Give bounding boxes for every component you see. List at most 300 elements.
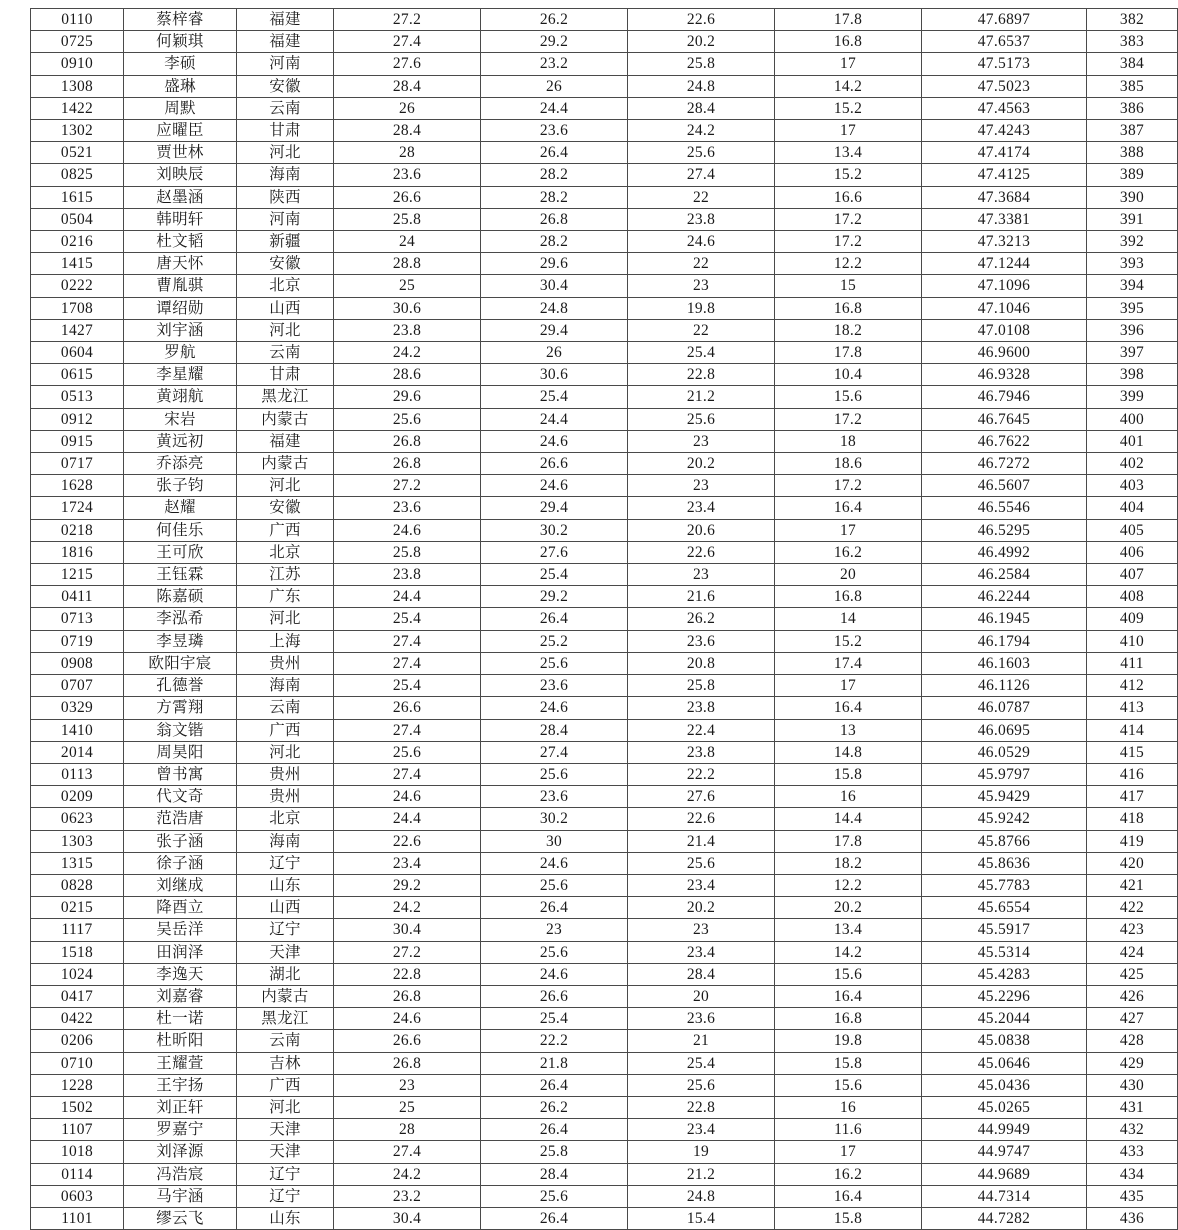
cell-province: 湖北 (237, 963, 334, 985)
table-row (31, 874, 1178, 896)
cell-score4: 14.8 (775, 741, 922, 763)
cell-score1: 27.2 (334, 9, 481, 31)
cell-score1: 24 (334, 231, 481, 253)
cell-name: 赵墨涵 (124, 186, 237, 208)
cell-name: 李泓希 (124, 608, 237, 630)
cell-name: 应曜臣 (124, 120, 237, 142)
cell-id: 1415 (31, 253, 124, 275)
cell-score4: 15.6 (775, 1074, 922, 1096)
cell-score1: 26 (334, 97, 481, 119)
cell-score4: 13.4 (775, 142, 922, 164)
cell-name: 曹胤骐 (124, 275, 237, 297)
cell-id: 0222 (31, 275, 124, 297)
cell-total: 45.9429 (922, 786, 1087, 808)
cell-score1: 29.6 (334, 386, 481, 408)
cell-score3: 22 (628, 186, 775, 208)
cell-score1: 27.2 (334, 941, 481, 963)
cell-province: 广西 (237, 719, 334, 741)
cell-score2: 27.4 (481, 741, 628, 763)
cell-score2: 22.2 (481, 1030, 628, 1052)
cell-id: 1117 (31, 919, 124, 941)
cell-rank: 427 (1087, 1008, 1178, 1030)
cell-name: 李逸天 (124, 963, 237, 985)
cell-province: 安徽 (237, 497, 334, 519)
cell-rank: 421 (1087, 874, 1178, 896)
cell-score1: 27.4 (334, 652, 481, 674)
cell-rank: 407 (1087, 564, 1178, 586)
cell-province: 海南 (237, 164, 334, 186)
cell-score2: 25.6 (481, 652, 628, 674)
cell-score3: 26.2 (628, 608, 775, 630)
cell-score1: 23.4 (334, 852, 481, 874)
results-table-body (31, 9, 1178, 1230)
cell-score2: 28.2 (481, 186, 628, 208)
cell-name: 黄翊航 (124, 386, 237, 408)
cell-total: 47.3213 (922, 231, 1087, 253)
cell-province: 辽宁 (237, 1185, 334, 1207)
cell-score4: 15.2 (775, 630, 922, 652)
cell-province: 内蒙古 (237, 408, 334, 430)
table-row (31, 608, 1178, 630)
cell-score2: 23.2 (481, 53, 628, 75)
cell-score4: 17.8 (775, 9, 922, 31)
cell-total: 44.7314 (922, 1185, 1087, 1207)
cell-score1: 24.6 (334, 786, 481, 808)
cell-total: 45.6554 (922, 897, 1087, 919)
cell-province: 天津 (237, 1119, 334, 1141)
cell-id: 0710 (31, 1052, 124, 1074)
cell-name: 刘泽源 (124, 1141, 237, 1163)
table-row (31, 75, 1178, 97)
cell-id: 0216 (31, 231, 124, 253)
cell-name: 盛琳 (124, 75, 237, 97)
cell-rank: 393 (1087, 253, 1178, 275)
cell-score4: 12.2 (775, 253, 922, 275)
cell-name: 李昱璘 (124, 630, 237, 652)
cell-name: 缪云飞 (124, 1207, 237, 1229)
cell-score1: 23 (334, 1074, 481, 1096)
cell-score3: 23 (628, 430, 775, 452)
cell-id: 1422 (31, 97, 124, 119)
cell-score4: 17 (775, 519, 922, 541)
cell-province: 黑龙江 (237, 1008, 334, 1030)
cell-province: 福建 (237, 9, 334, 31)
cell-name: 何颖琪 (124, 31, 237, 53)
cell-id: 1308 (31, 75, 124, 97)
cell-name: 张子涵 (124, 830, 237, 852)
cell-name: 曾书寓 (124, 763, 237, 785)
cell-score3: 19 (628, 1141, 775, 1163)
cell-province: 山东 (237, 874, 334, 896)
cell-score1: 25.6 (334, 408, 481, 430)
cell-score2: 24.4 (481, 97, 628, 119)
table-row (31, 719, 1178, 741)
cell-rank: 414 (1087, 719, 1178, 741)
cell-total: 47.0108 (922, 319, 1087, 341)
cell-name: 方霄翔 (124, 697, 237, 719)
cell-province: 安徽 (237, 75, 334, 97)
cell-score1: 22.6 (334, 830, 481, 852)
cell-score3: 20.6 (628, 519, 775, 541)
cell-id: 1410 (31, 719, 124, 741)
cell-total: 45.9797 (922, 763, 1087, 785)
cell-total: 46.9600 (922, 342, 1087, 364)
cell-score1: 29.2 (334, 874, 481, 896)
cell-score3: 23 (628, 564, 775, 586)
cell-rank: 389 (1087, 164, 1178, 186)
cell-total: 46.0787 (922, 697, 1087, 719)
cell-score4: 10.4 (775, 364, 922, 386)
cell-total: 44.9747 (922, 1141, 1087, 1163)
cell-id: 1303 (31, 830, 124, 852)
table-row (31, 297, 1178, 319)
cell-score1: 30.6 (334, 297, 481, 319)
cell-score3: 24.6 (628, 231, 775, 253)
cell-score3: 25.6 (628, 142, 775, 164)
cell-score4: 17.2 (775, 208, 922, 230)
cell-score4: 13 (775, 719, 922, 741)
cell-score2: 27.6 (481, 541, 628, 563)
cell-score1: 24.4 (334, 808, 481, 830)
table-row (31, 1119, 1178, 1141)
cell-id: 0707 (31, 675, 124, 697)
cell-score4: 17.2 (775, 475, 922, 497)
cell-score4: 15.6 (775, 386, 922, 408)
table-row (31, 652, 1178, 674)
cell-score3: 21.4 (628, 830, 775, 852)
cell-score4: 15.2 (775, 164, 922, 186)
cell-total: 44.9689 (922, 1163, 1087, 1185)
cell-score2: 23.6 (481, 786, 628, 808)
table-row (31, 985, 1178, 1007)
cell-name: 孔德誉 (124, 675, 237, 697)
cell-score2: 24.6 (481, 475, 628, 497)
cell-score1: 26.6 (334, 697, 481, 719)
cell-province: 河北 (237, 1096, 334, 1118)
cell-id: 0411 (31, 586, 124, 608)
cell-rank: 420 (1087, 852, 1178, 874)
cell-name: 宋岩 (124, 408, 237, 430)
cell-total: 45.5314 (922, 941, 1087, 963)
cell-rank: 432 (1087, 1119, 1178, 1141)
cell-total: 46.2244 (922, 586, 1087, 608)
cell-id: 0504 (31, 208, 124, 230)
cell-id: 0513 (31, 386, 124, 408)
cell-rank: 406 (1087, 541, 1178, 563)
cell-score4: 16.4 (775, 985, 922, 1007)
table-row (31, 9, 1178, 31)
cell-score3: 21.2 (628, 1163, 775, 1185)
cell-score4: 17.4 (775, 652, 922, 674)
cell-score3: 27.4 (628, 164, 775, 186)
cell-score4: 18.6 (775, 453, 922, 475)
cell-total: 46.7272 (922, 453, 1087, 475)
cell-province: 黑龙江 (237, 386, 334, 408)
cell-id: 1724 (31, 497, 124, 519)
cell-score2: 26.4 (481, 1074, 628, 1096)
cell-province: 内蒙古 (237, 985, 334, 1007)
cell-total: 46.1603 (922, 652, 1087, 674)
cell-name: 张子钧 (124, 475, 237, 497)
cell-total: 45.7783 (922, 874, 1087, 896)
cell-score3: 22 (628, 319, 775, 341)
cell-province: 甘肃 (237, 364, 334, 386)
cell-rank: 417 (1087, 786, 1178, 808)
cell-score3: 23.4 (628, 497, 775, 519)
cell-id: 0113 (31, 763, 124, 785)
cell-score3: 22.8 (628, 1096, 775, 1118)
table-row (31, 897, 1178, 919)
cell-total: 47.6897 (922, 9, 1087, 31)
cell-total: 45.0265 (922, 1096, 1087, 1118)
cell-rank: 415 (1087, 741, 1178, 763)
cell-score1: 23.8 (334, 319, 481, 341)
cell-score1: 27.4 (334, 719, 481, 741)
cell-rank: 394 (1087, 275, 1178, 297)
cell-id: 0209 (31, 786, 124, 808)
cell-score2: 26.6 (481, 985, 628, 1007)
cell-score3: 22.2 (628, 763, 775, 785)
cell-id: 0719 (31, 630, 124, 652)
cell-score3: 23.6 (628, 1008, 775, 1030)
cell-rank: 382 (1087, 9, 1178, 31)
cell-id: 1708 (31, 297, 124, 319)
cell-province: 山东 (237, 1207, 334, 1229)
table-row (31, 430, 1178, 452)
cell-score2: 25.6 (481, 941, 628, 963)
cell-name: 赵耀 (124, 497, 237, 519)
cell-province: 海南 (237, 675, 334, 697)
cell-score4: 16.4 (775, 697, 922, 719)
cell-score1: 25.8 (334, 541, 481, 563)
cell-name: 降酉立 (124, 897, 237, 919)
cell-province: 山西 (237, 897, 334, 919)
cell-name: 李星耀 (124, 364, 237, 386)
cell-score1: 27.6 (334, 53, 481, 75)
cell-total: 46.1126 (922, 675, 1087, 697)
cell-score2: 28.4 (481, 719, 628, 741)
cell-id: 1427 (31, 319, 124, 341)
cell-name: 冯浩宸 (124, 1163, 237, 1185)
cell-total: 45.9242 (922, 808, 1087, 830)
table-row (31, 475, 1178, 497)
cell-total: 46.9328 (922, 364, 1087, 386)
cell-total: 47.5023 (922, 75, 1087, 97)
cell-province: 河南 (237, 208, 334, 230)
cell-rank: 418 (1087, 808, 1178, 830)
cell-score4: 15.8 (775, 1207, 922, 1229)
cell-score2: 30.4 (481, 275, 628, 297)
cell-score4: 16.8 (775, 1008, 922, 1030)
cell-score4: 17 (775, 675, 922, 697)
cell-rank: 395 (1087, 297, 1178, 319)
table-row (31, 342, 1178, 364)
cell-score4: 17.8 (775, 342, 922, 364)
table-row (31, 1141, 1178, 1163)
cell-rank: 425 (1087, 963, 1178, 985)
cell-score1: 26.8 (334, 1052, 481, 1074)
cell-score4: 16.8 (775, 297, 922, 319)
cell-id: 1502 (31, 1096, 124, 1118)
cell-score3: 24.8 (628, 75, 775, 97)
cell-rank: 385 (1087, 75, 1178, 97)
cell-id: 1101 (31, 1207, 124, 1229)
cell-score3: 22.6 (628, 9, 775, 31)
table-row (31, 1207, 1178, 1229)
cell-score3: 25.8 (628, 675, 775, 697)
table-row (31, 1008, 1178, 1030)
cell-name: 王耀萱 (124, 1052, 237, 1074)
cell-score2: 25.2 (481, 630, 628, 652)
cell-total: 44.9949 (922, 1119, 1087, 1141)
cell-score2: 23.6 (481, 120, 628, 142)
cell-rank: 431 (1087, 1096, 1178, 1118)
cell-province: 贵州 (237, 652, 334, 674)
cell-score2: 26.4 (481, 1207, 628, 1229)
cell-total: 45.0436 (922, 1074, 1087, 1096)
cell-province: 甘肃 (237, 120, 334, 142)
cell-score3: 23.8 (628, 208, 775, 230)
cell-score1: 28.6 (334, 364, 481, 386)
cell-score2: 25.8 (481, 1141, 628, 1163)
cell-total: 45.0838 (922, 1030, 1087, 1052)
cell-rank: 422 (1087, 897, 1178, 919)
cell-name: 李硕 (124, 53, 237, 75)
cell-province: 云南 (237, 97, 334, 119)
cell-province: 云南 (237, 1030, 334, 1052)
cell-province: 北京 (237, 541, 334, 563)
cell-id: 1315 (31, 852, 124, 874)
cell-score2: 25.4 (481, 564, 628, 586)
cell-id: 1107 (31, 1119, 124, 1141)
cell-rank: 433 (1087, 1141, 1178, 1163)
cell-score2: 26.4 (481, 897, 628, 919)
cell-name: 王宇扬 (124, 1074, 237, 1096)
table-row (31, 253, 1178, 275)
cell-name: 杜一诺 (124, 1008, 237, 1030)
cell-score4: 15.6 (775, 963, 922, 985)
cell-score2: 29.2 (481, 586, 628, 608)
cell-id: 0915 (31, 430, 124, 452)
cell-id: 1018 (31, 1141, 124, 1163)
cell-score1: 22.8 (334, 963, 481, 985)
cell-total: 47.1096 (922, 275, 1087, 297)
cell-score3: 22.8 (628, 364, 775, 386)
cell-rank: 392 (1087, 231, 1178, 253)
cell-id: 0114 (31, 1163, 124, 1185)
table-row (31, 852, 1178, 874)
cell-total: 46.5546 (922, 497, 1087, 519)
table-row (31, 1096, 1178, 1118)
cell-rank: 419 (1087, 830, 1178, 852)
cell-score3: 20.2 (628, 31, 775, 53)
cell-name: 刘嘉睿 (124, 985, 237, 1007)
table-row (31, 386, 1178, 408)
table-row (31, 630, 1178, 652)
table-row (31, 586, 1178, 608)
cell-total: 47.4174 (922, 142, 1087, 164)
cell-score2: 30 (481, 830, 628, 852)
cell-score4: 15.2 (775, 97, 922, 119)
table-row (31, 830, 1178, 852)
cell-province: 天津 (237, 1141, 334, 1163)
cell-score3: 22.6 (628, 541, 775, 563)
cell-score4: 18.2 (775, 319, 922, 341)
table-row (31, 31, 1178, 53)
cell-score1: 25.4 (334, 675, 481, 697)
cell-score2: 24.6 (481, 430, 628, 452)
table-row (31, 1052, 1178, 1074)
cell-score3: 20.2 (628, 897, 775, 919)
cell-id: 1228 (31, 1074, 124, 1096)
cell-province: 广东 (237, 586, 334, 608)
cell-score1: 24.2 (334, 342, 481, 364)
cell-name: 周昊阳 (124, 741, 237, 763)
cell-name: 马宇涵 (124, 1185, 237, 1207)
cell-score1: 23.2 (334, 1185, 481, 1207)
cell-name: 唐天怀 (124, 253, 237, 275)
cell-name: 杜昕阳 (124, 1030, 237, 1052)
cell-score2: 30.2 (481, 808, 628, 830)
cell-total: 46.4992 (922, 541, 1087, 563)
table-row (31, 142, 1178, 164)
cell-id: 0110 (31, 9, 124, 31)
cell-total: 46.7645 (922, 408, 1087, 430)
cell-rank: 424 (1087, 941, 1178, 963)
cell-province: 陕西 (237, 186, 334, 208)
cell-score4: 16 (775, 1096, 922, 1118)
cell-score1: 26.8 (334, 430, 481, 452)
table-row (31, 963, 1178, 985)
table-row (31, 408, 1178, 430)
cell-id: 1302 (31, 120, 124, 142)
cell-score1: 25.4 (334, 608, 481, 630)
cell-id: 0725 (31, 31, 124, 53)
cell-name: 贾世林 (124, 142, 237, 164)
cell-province: 上海 (237, 630, 334, 652)
cell-score3: 22.4 (628, 719, 775, 741)
cell-province: 广西 (237, 519, 334, 541)
cell-score2: 25.4 (481, 1008, 628, 1030)
cell-rank: 436 (1087, 1207, 1178, 1229)
table-row (31, 231, 1178, 253)
cell-province: 辽宁 (237, 852, 334, 874)
cell-score1: 26.8 (334, 453, 481, 475)
cell-score2: 29.4 (481, 497, 628, 519)
cell-total: 46.1794 (922, 630, 1087, 652)
table-row (31, 541, 1178, 563)
cell-id: 0623 (31, 808, 124, 830)
cell-score1: 27.4 (334, 763, 481, 785)
cell-name: 韩明轩 (124, 208, 237, 230)
cell-rank: 434 (1087, 1163, 1178, 1185)
cell-name: 王钰霖 (124, 564, 237, 586)
cell-score2: 25.6 (481, 874, 628, 896)
cell-score3: 25.6 (628, 852, 775, 874)
cell-score4: 16.2 (775, 1163, 922, 1185)
cell-score3: 22 (628, 253, 775, 275)
table-row (31, 919, 1178, 941)
cell-province: 福建 (237, 430, 334, 452)
cell-score3: 21 (628, 1030, 775, 1052)
cell-score4: 16.6 (775, 186, 922, 208)
cell-score4: 17 (775, 120, 922, 142)
table-row (31, 97, 1178, 119)
cell-rank: 386 (1087, 97, 1178, 119)
cell-score2: 26 (481, 342, 628, 364)
cell-score4: 15.8 (775, 1052, 922, 1074)
cell-province: 河北 (237, 741, 334, 763)
